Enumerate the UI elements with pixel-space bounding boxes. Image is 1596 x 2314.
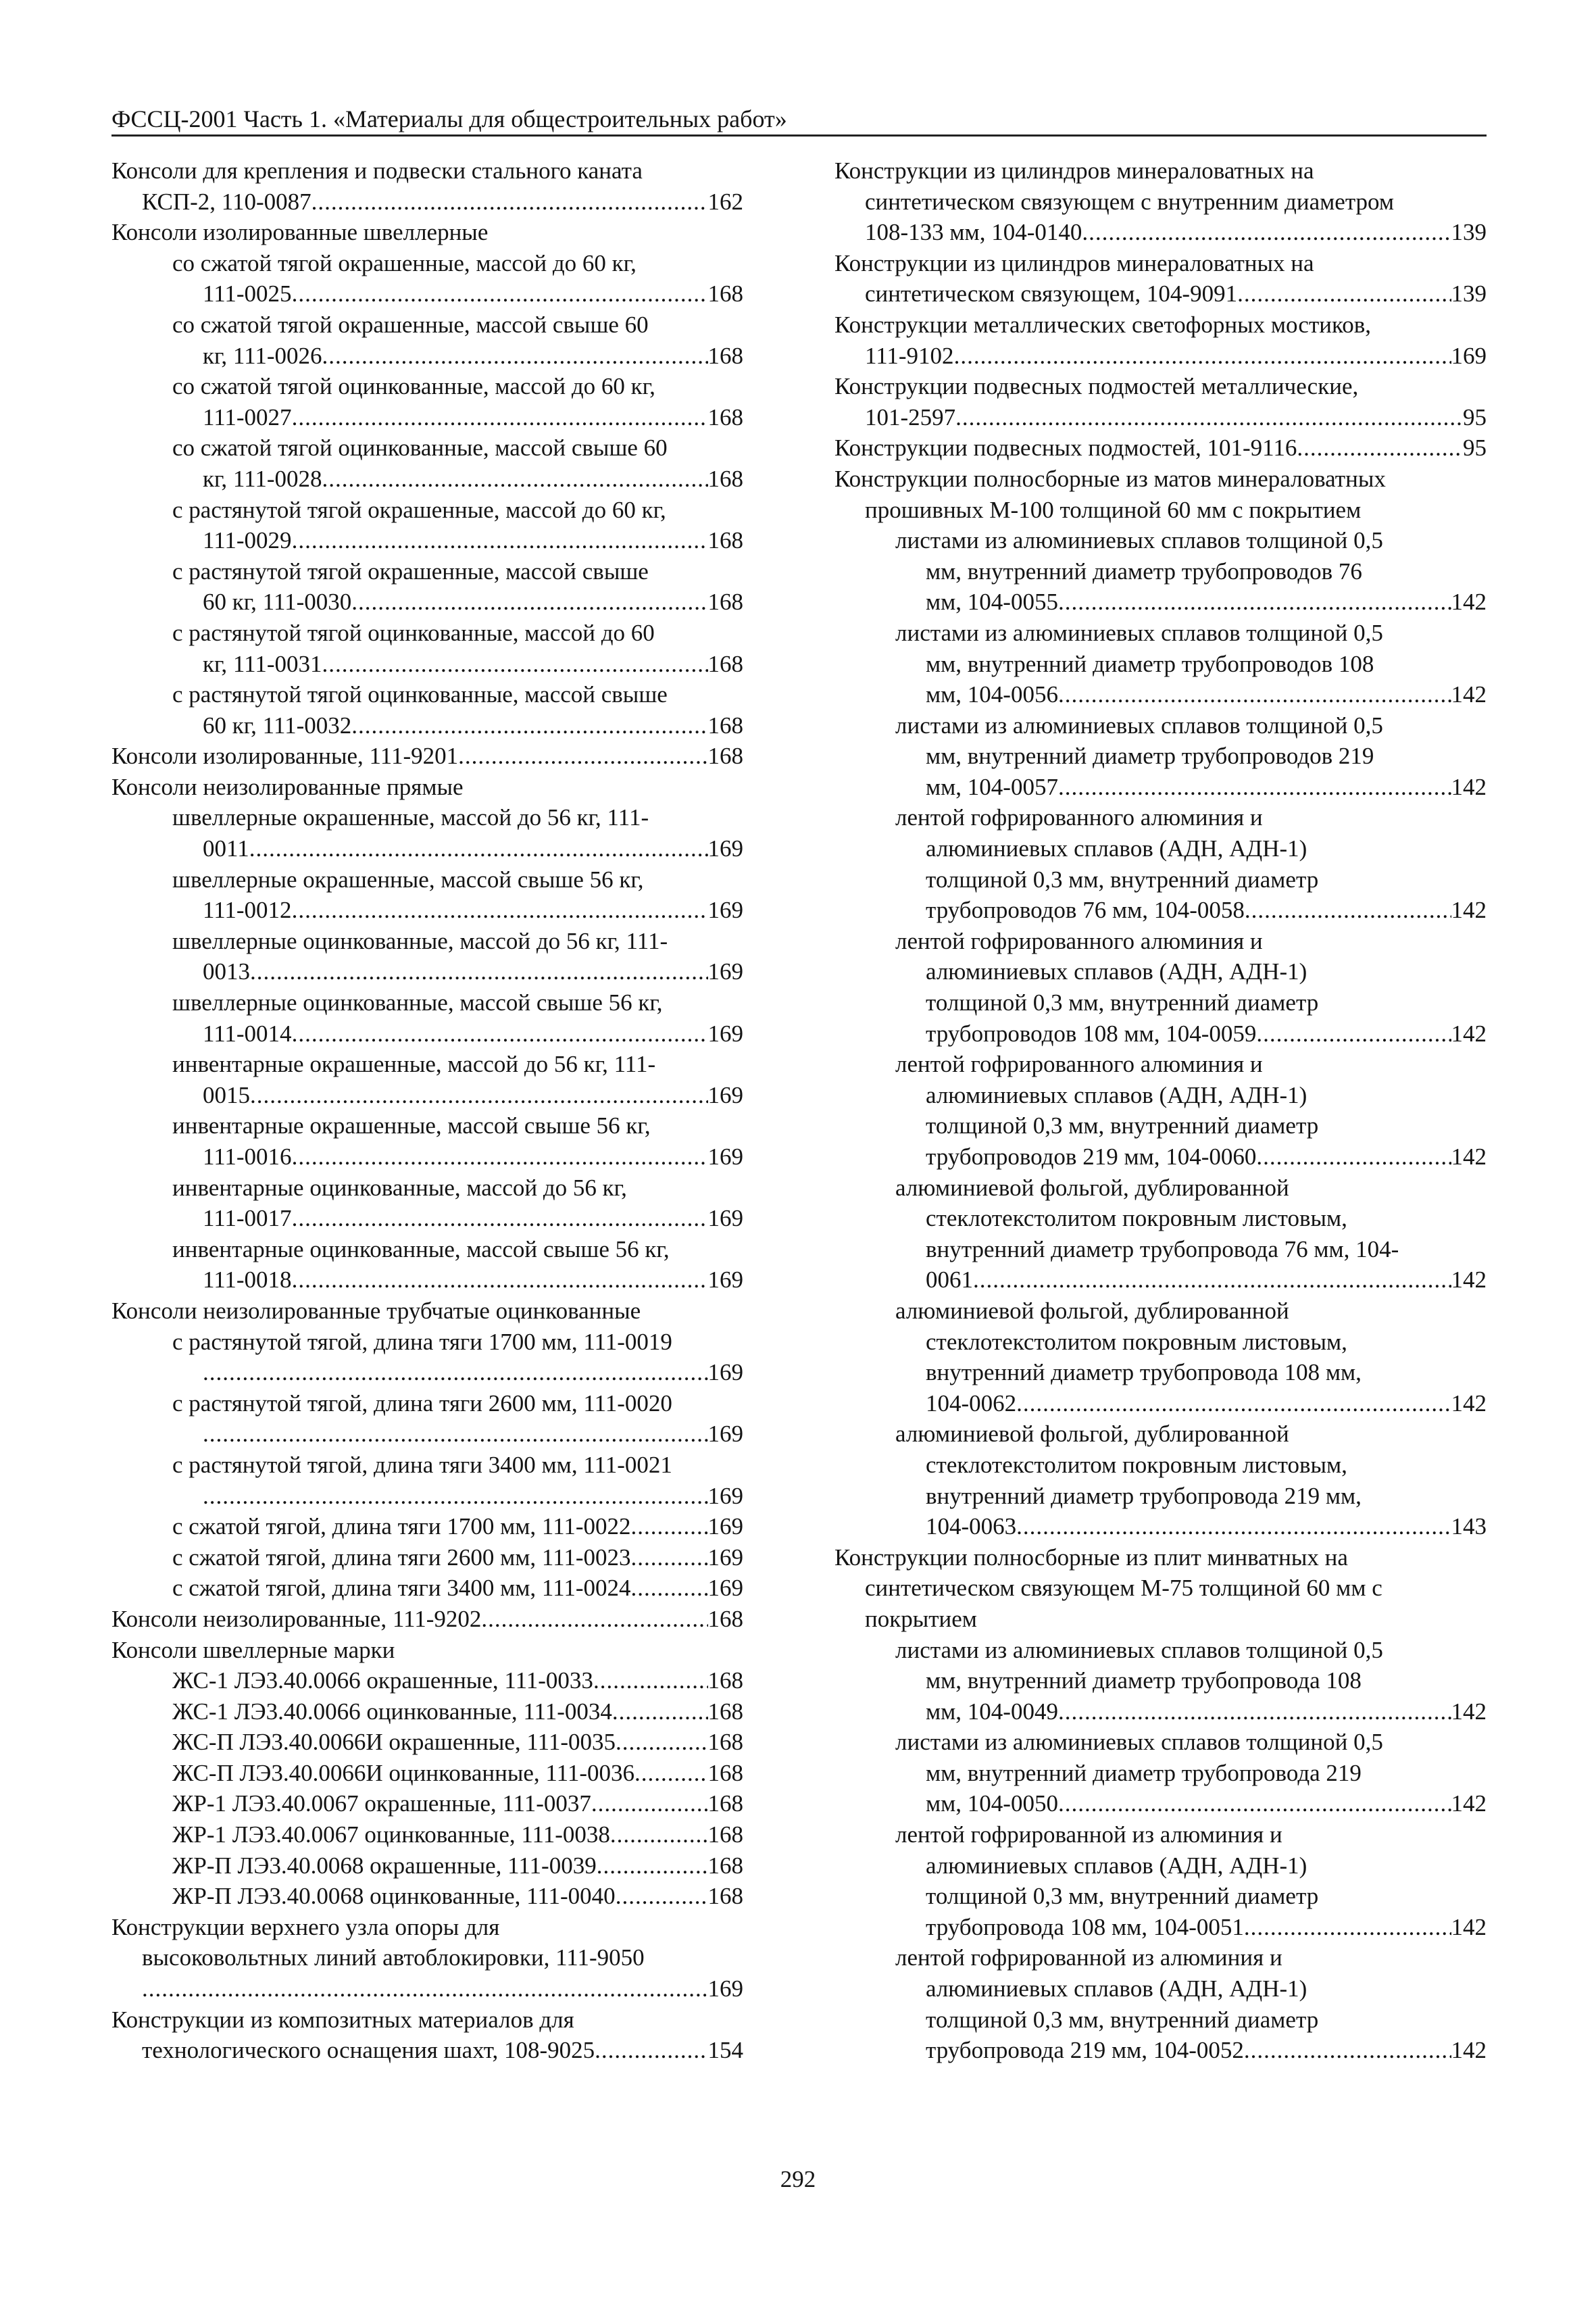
index-subentry bbox=[111, 1819, 743, 1850]
entry-text-line: с растянутой тягой, длина тяги 1700 мм, 111-0019 bbox=[172, 1328, 672, 1355]
entry-text-line: 111-0029 bbox=[203, 527, 292, 554]
entry-text-line: Конструкции подвесных подмостей металлические, bbox=[834, 373, 1359, 400]
entry-page-number: 168 bbox=[707, 712, 743, 739]
entry-text-line: 0015 bbox=[203, 1081, 250, 1108]
dot-leader bbox=[1244, 2035, 1451, 2066]
index-subentry bbox=[834, 1819, 1487, 1942]
entry-text-line: покрытием bbox=[865, 1605, 977, 1632]
dot-leader bbox=[322, 464, 707, 495]
dot-leader bbox=[595, 2035, 707, 2066]
entry-text-line: 111-0027 bbox=[203, 403, 292, 430]
entry-text-line: 0011 bbox=[203, 835, 249, 862]
index-subentry bbox=[834, 1635, 1487, 1727]
dot-leader bbox=[292, 525, 708, 556]
entry-page-number: 142 bbox=[1451, 589, 1487, 616]
dot-leader bbox=[612, 1696, 708, 1727]
entry-text-line: с растянутой тягой окрашенные, массой до 60 кг, bbox=[172, 496, 666, 523]
index-entry bbox=[111, 2004, 743, 2066]
index-entry bbox=[834, 248, 1487, 310]
entry-text-line: 60 кг, 111-0032 bbox=[203, 712, 352, 739]
entry-page-number: 168 bbox=[707, 403, 743, 430]
index-subentry bbox=[111, 1696, 743, 1727]
index-column-right bbox=[834, 155, 1487, 2066]
index-subentry bbox=[111, 1511, 743, 1542]
index-subentry bbox=[111, 248, 743, 310]
dot-leader bbox=[616, 1881, 708, 1912]
entry-text-line: Консоли швеллерные марки bbox=[111, 1636, 395, 1663]
entry-text-line: Конструкции из композитных материалов для bbox=[111, 2006, 574, 2033]
dot-leader bbox=[955, 402, 1463, 433]
entry-text-line: трубопровода 108 мм, 104-0051 bbox=[926, 1913, 1244, 1940]
entry-page-number: 169 bbox=[707, 1544, 743, 1571]
dot-leader bbox=[250, 1080, 708, 1111]
dot-leader bbox=[1256, 1141, 1451, 1173]
dot-leader bbox=[1058, 772, 1451, 803]
index-subentry bbox=[111, 1173, 743, 1234]
entry-text-line: внутренний диаметр трубопровода 108 мм, bbox=[926, 1359, 1362, 1386]
dot-leader bbox=[593, 1665, 708, 1696]
index-entry bbox=[834, 433, 1487, 464]
entry-text-line: алюминиевой фольгой, дублированной bbox=[895, 1174, 1289, 1201]
index-subentry bbox=[111, 1881, 743, 1912]
entry-page-number: 169 bbox=[707, 897, 743, 924]
entry-page-number: 169 bbox=[707, 835, 743, 862]
entry-text-line: алюминиевой фольгой, дублированной bbox=[895, 1421, 1289, 1448]
index-subentry bbox=[111, 371, 743, 433]
dot-leader bbox=[292, 1203, 708, 1234]
entry-text-line: лентой гофрированной из алюминия и bbox=[895, 1821, 1282, 1848]
entry-text-line: алюминиевой фольгой, дублированной bbox=[895, 1297, 1289, 1324]
entry-text-line: алюминиевых сплавов (АДН, АДН-1) bbox=[926, 1975, 1307, 2002]
entry-page-number: 169 bbox=[707, 1266, 743, 1294]
dot-leader bbox=[954, 341, 1451, 372]
entry-text-line: алюминиевых сплавов (АДН, АДН-1) bbox=[926, 1852, 1307, 1879]
dot-leader bbox=[203, 1419, 708, 1450]
entry-text-line: листами из алюминиевых сплавов толщиной 0,5 bbox=[895, 527, 1383, 554]
entry-text-line: 111-0025 bbox=[203, 280, 292, 307]
entry-text-line: со сжатой тягой окрашенные, массой до 60 кг, bbox=[172, 249, 637, 276]
index-entry bbox=[111, 155, 743, 217]
dot-leader bbox=[630, 1511, 707, 1542]
entry-text-line: с сжатой тягой, длина тяги 3400 мм, 111-0024 bbox=[172, 1575, 631, 1602]
entry-text-line: алюминиевых сплавов (АДН, АДН-1) bbox=[926, 958, 1307, 985]
index-subentry bbox=[111, 495, 743, 556]
dot-leader bbox=[973, 1264, 1451, 1296]
dot-leader bbox=[351, 587, 707, 618]
dot-leader bbox=[351, 710, 707, 741]
entry-text-line: ЖС-1 ЛЭ3.40.0066 оцинкованные, 111-0034 bbox=[172, 1698, 612, 1725]
entry-page-number: 168 bbox=[707, 342, 743, 369]
index-subentry bbox=[111, 433, 743, 494]
entry-page-number: 168 bbox=[707, 1821, 743, 1848]
dot-leader bbox=[1016, 1388, 1451, 1419]
entry-text-line: 111-0014 bbox=[203, 1020, 292, 1047]
entry-page-number: 142 bbox=[1451, 773, 1487, 800]
entry-page-number: 168 bbox=[707, 1698, 743, 1725]
entry-page-number: 168 bbox=[707, 465, 743, 492]
entry-text-line: 111-9102 bbox=[865, 342, 954, 369]
index-subentry bbox=[834, 525, 1487, 618]
dot-leader bbox=[292, 1018, 708, 1050]
entry-text-line: синтетическом связующем с внутренним диаметром bbox=[865, 188, 1395, 215]
entry-text-line: мм, 104-0050 bbox=[926, 1790, 1058, 1817]
entry-page-number: 169 bbox=[707, 1205, 743, 1232]
entry-text-line: кг, 111-0028 bbox=[203, 465, 322, 492]
entry-page-number: 168 bbox=[707, 527, 743, 554]
dot-leader bbox=[1245, 895, 1451, 926]
entry-text-line: мм, внутренний диаметр трубопроводов 76 bbox=[926, 558, 1362, 585]
index-subentry bbox=[111, 556, 743, 618]
dot-leader bbox=[250, 956, 708, 987]
entry-text-line: 0061 bbox=[926, 1266, 973, 1294]
entry-text-line: листами из алюминиевых сплавов толщиной 0,5 bbox=[895, 619, 1383, 646]
entry-page-number: 169 bbox=[707, 1359, 743, 1386]
entry-text-line: трубопровода 219 мм, 104-0052 bbox=[926, 2037, 1244, 2064]
index-entry bbox=[111, 1635, 743, 1666]
entry-page-number: 162 bbox=[707, 188, 743, 215]
dot-leader bbox=[292, 278, 708, 310]
entry-text-line: со сжатой тягой окрашенные, массой свыше 60 bbox=[172, 311, 649, 338]
dot-leader bbox=[311, 187, 708, 218]
entry-text-line: 101-2597 bbox=[865, 403, 956, 430]
index-subentry bbox=[834, 1727, 1487, 1819]
index-subentry bbox=[111, 1388, 743, 1450]
index-subentry bbox=[834, 710, 1487, 803]
entry-page-number: 142 bbox=[1451, 1790, 1487, 1817]
entry-text-line: мм, 104-0056 bbox=[926, 681, 1058, 708]
entry-text-line: ЖР-П ЛЭ3.40.0068 оцинкованные, 111-0040 bbox=[172, 1883, 616, 1910]
entry-text-line: мм, внутренний диаметр трубопровода 108 bbox=[926, 1667, 1362, 1694]
entry-text-line: ЖР-1 ЛЭ3.40.0067 окрашенные, 111-0037 bbox=[172, 1790, 591, 1817]
entry-page-number: 142 bbox=[1451, 1389, 1487, 1417]
entry-page-number: 142 bbox=[1451, 2037, 1487, 2064]
index-entry bbox=[111, 772, 743, 803]
index-subentry bbox=[834, 1296, 1487, 1419]
dot-leader bbox=[322, 649, 707, 680]
entry-page-number: 168 bbox=[707, 743, 743, 770]
entry-text-line: толщиной 0,3 мм, внутренний диаметр bbox=[926, 866, 1319, 893]
entry-text-line: с растянутой тягой, длина тяги 3400 мм, 111-0021 bbox=[172, 1451, 672, 1478]
entry-text-line: лентой гофрированного алюминия и bbox=[895, 927, 1263, 954]
entry-page-number: 168 bbox=[707, 650, 743, 677]
index-entry bbox=[111, 1604, 743, 1635]
entry-page-number: 154 bbox=[707, 2037, 743, 2064]
entry-text-line: инвентарные окрашенные, массой до 56 кг, 111- bbox=[172, 1051, 656, 1078]
entry-text-line: лентой гофрированного алюминия и bbox=[895, 804, 1263, 831]
entry-text-line: Консоли изолированные, 111-9201 bbox=[111, 743, 459, 770]
entry-page-number: 139 bbox=[1451, 280, 1487, 307]
entry-text-line: с сжатой тягой, длина тяги 1700 мм, 111-0022 bbox=[172, 1513, 631, 1540]
index-entry bbox=[834, 155, 1487, 248]
dot-leader bbox=[1237, 278, 1451, 310]
dot-leader bbox=[322, 341, 707, 372]
entry-text-line: мм, внутренний диаметр трубопроводов 219 bbox=[926, 743, 1374, 770]
index-subentry bbox=[834, 1173, 1487, 1296]
index-subentry bbox=[834, 618, 1487, 710]
entry-text-line: с растянутой тягой окрашенные, массой свыше bbox=[172, 558, 649, 585]
dot-leader bbox=[203, 1357, 708, 1388]
index-subentry bbox=[111, 1788, 743, 1819]
dot-leader bbox=[142, 1973, 708, 2004]
entry-text-line: лентой гофрированного алюминия и bbox=[895, 1051, 1263, 1078]
entry-text-line: 111-0012 bbox=[203, 897, 292, 924]
index-subentry bbox=[111, 1327, 743, 1388]
dot-leader bbox=[292, 402, 708, 433]
entry-text-line: толщиной 0,3 мм, внутренний диаметр bbox=[926, 1883, 1319, 1910]
entry-text-line: с сжатой тягой, длина тяги 2600 мм, 111-0023 bbox=[172, 1544, 631, 1571]
dot-leader bbox=[610, 1819, 708, 1850]
entry-text-line: швеллерные оцинкованные, массой до 56 кг, 111- bbox=[172, 927, 668, 954]
entry-page-number: 169 bbox=[1451, 342, 1487, 369]
dot-leader bbox=[591, 1788, 708, 1819]
entry-text-line: инвентарные оцинкованные, массой свыше 56 кг, bbox=[172, 1235, 670, 1262]
index-subentry bbox=[834, 1419, 1487, 1542]
dot-leader bbox=[292, 1141, 708, 1173]
entry-text-line: Консоли неизолированные трубчатые оцинкованные bbox=[111, 1297, 641, 1324]
entry-text-line: 111-0018 bbox=[203, 1266, 292, 1294]
entry-text-line: швеллерные оцинкованные, массой свыше 56 кг, bbox=[172, 989, 663, 1016]
index-entry bbox=[834, 1542, 1487, 1635]
index-subentry bbox=[111, 926, 743, 987]
entry-text-line: внутренний диаметр трубопровода 76 мм, 104- bbox=[926, 1235, 1399, 1262]
entry-text-line: инвентарные окрашенные, массой свыше 56 кг, bbox=[172, 1112, 651, 1139]
entry-page-number: 168 bbox=[707, 1852, 743, 1879]
dot-leader bbox=[1058, 1788, 1451, 1819]
running-header: ФССЦ-2001 Часть 1. «Материалы для общестроительных работ» bbox=[111, 105, 787, 132]
entry-text-line: мм, 104-0057 bbox=[926, 773, 1058, 800]
index-subentry bbox=[111, 1573, 743, 1604]
entry-text-line: мм, внутренний диаметр трубопроводов 108 bbox=[926, 650, 1374, 677]
entry-page-number: 139 bbox=[1451, 219, 1487, 246]
index-entry bbox=[111, 1912, 743, 2004]
index-subentry bbox=[111, 1850, 743, 1881]
entry-text-line: лентой гофрированной из алюминия и bbox=[895, 1944, 1282, 1971]
index-entry bbox=[834, 310, 1487, 371]
index-entry bbox=[111, 741, 743, 772]
dot-leader bbox=[481, 1604, 707, 1635]
entry-text-line: с растянутой тягой, длина тяги 2600 мм, 111-0020 bbox=[172, 1389, 672, 1417]
entry-text-line: со сжатой тягой оцинкованные, массой свыше 60 bbox=[172, 435, 668, 462]
entry-text-line: Консоли изолированные швеллерные bbox=[111, 219, 489, 246]
index-subentry bbox=[111, 1758, 743, 1789]
index-subentry bbox=[111, 1234, 743, 1296]
entry-text-line: стеклотекстолитом покровным листовым, bbox=[926, 1451, 1347, 1478]
index-entry bbox=[834, 464, 1487, 525]
index-subentry bbox=[111, 679, 743, 741]
entry-text-line: стеклотекстолитом покровным листовым, bbox=[926, 1205, 1347, 1232]
entry-page-number: 169 bbox=[707, 1575, 743, 1602]
entry-page-number: 168 bbox=[707, 1729, 743, 1756]
dot-leader bbox=[203, 1481, 708, 1512]
index-subentry bbox=[111, 310, 743, 371]
dot-leader bbox=[1297, 433, 1463, 464]
index-subentry bbox=[111, 1727, 743, 1758]
entry-text-line: с растянутой тягой оцинкованные, массой до 60 bbox=[172, 619, 655, 646]
entry-text-line: Конструкции из цилиндров минераловатных на bbox=[834, 249, 1314, 276]
dot-leader bbox=[634, 1758, 708, 1789]
entry-text-line: Конструкции полносборные из плит минватных на bbox=[834, 1544, 1348, 1571]
entry-text-line: трубопроводов 76 мм, 104-0058 bbox=[926, 897, 1245, 924]
dot-leader bbox=[458, 741, 707, 772]
index-entry bbox=[111, 217, 743, 248]
dot-leader bbox=[597, 1850, 708, 1881]
entry-page-number: 168 bbox=[707, 1790, 743, 1817]
entry-text-line: высоковольтных линий автоблокировки, 111-9050 bbox=[142, 1944, 645, 1971]
dot-leader bbox=[1058, 1696, 1451, 1727]
entry-text-line: 111-0016 bbox=[203, 1143, 292, 1170]
entry-text-line: с растянутой тягой оцинкованные, массой свыше bbox=[172, 681, 668, 708]
entry-text-line: трубопроводов 219 мм, 104-0060 bbox=[926, 1143, 1257, 1170]
entry-page-number: 142 bbox=[1451, 1020, 1487, 1047]
entry-text-line: синтетическом связующем М-75 толщиной 60 мм с bbox=[865, 1575, 1382, 1602]
index-subentry bbox=[111, 1110, 743, 1172]
index-subentry bbox=[111, 618, 743, 679]
dot-leader bbox=[630, 1573, 707, 1604]
header-rule bbox=[111, 134, 1487, 137]
entry-text-line: 108-133 мм, 104-0140 bbox=[865, 219, 1082, 246]
entry-text-line: 104-0062 bbox=[926, 1389, 1017, 1417]
entry-text-line: 104-0063 bbox=[926, 1513, 1017, 1540]
entry-page-number: 169 bbox=[707, 1513, 743, 1540]
index-subentry bbox=[111, 802, 743, 864]
entry-page-number: 168 bbox=[707, 1667, 743, 1694]
dot-leader bbox=[1058, 679, 1451, 710]
dot-leader bbox=[249, 833, 708, 864]
page-number: 292 bbox=[780, 2166, 816, 2192]
index-subentry bbox=[111, 1049, 743, 1110]
entry-text-line: толщиной 0,3 мм, внутренний диаметр bbox=[926, 1112, 1319, 1139]
entry-page-number: 169 bbox=[707, 1020, 743, 1047]
entry-page-number: 142 bbox=[1451, 681, 1487, 708]
entry-text-line: технологического оснащения шахт, 108-9025 bbox=[142, 2037, 595, 2064]
entry-page-number: 142 bbox=[1451, 1913, 1487, 1940]
entry-text-line: КСП-2, 110-0087 bbox=[142, 188, 311, 215]
entry-page-number: 169 bbox=[707, 1975, 743, 2002]
dot-leader bbox=[1244, 1912, 1451, 1943]
entry-text-line: листами из алюминиевых сплавов толщиной 0,5 bbox=[895, 1729, 1383, 1756]
index-subentry bbox=[834, 1942, 1487, 2065]
index-subentry bbox=[111, 1665, 743, 1696]
entry-page-number: 168 bbox=[707, 280, 743, 307]
entry-page-number: 168 bbox=[707, 1883, 743, 1910]
entry-text-line: инвентарные оцинкованные, массой до 56 кг, bbox=[172, 1174, 627, 1201]
index-subentry bbox=[834, 926, 1487, 1049]
entry-text-line: листами из алюминиевых сплавов толщиной 0,5 bbox=[895, 712, 1383, 739]
entry-text-line: Конструкции верхнего узла опоры для bbox=[111, 1913, 500, 1940]
entry-page-number: 168 bbox=[707, 1759, 743, 1786]
entry-text-line: мм, 104-0055 bbox=[926, 589, 1058, 616]
entry-text-line: ЖС-П ЛЭ3.40.0066И оцинкованные, 111-0036 bbox=[172, 1759, 634, 1786]
entry-text-line: трубопроводов 108 мм, 104-0059 bbox=[926, 1020, 1257, 1047]
entry-text-line: алюминиевых сплавов (АДН, АДН-1) bbox=[926, 835, 1307, 862]
entry-text-line: Конструкции подвесных подмостей, 101-9116 bbox=[834, 435, 1297, 462]
entry-page-number: 142 bbox=[1451, 1266, 1487, 1294]
entry-text-line: толщиной 0,3 мм, внутренний диаметр bbox=[926, 989, 1319, 1016]
dot-leader bbox=[292, 1264, 708, 1296]
dot-leader bbox=[1082, 217, 1451, 248]
entry-page-number: 95 bbox=[1463, 435, 1487, 462]
entry-text-line: внутренний диаметр трубопровода 219 мм, bbox=[926, 1482, 1362, 1509]
entry-text-line: Конструкции полносборные из матов минераловатных bbox=[834, 465, 1386, 492]
entry-text-line: листами из алюминиевых сплавов толщиной 0,5 bbox=[895, 1636, 1383, 1663]
entry-page-number: 142 bbox=[1451, 897, 1487, 924]
entry-page-number: 169 bbox=[707, 958, 743, 985]
entry-text-line: 111-0017 bbox=[203, 1205, 292, 1232]
entry-page-number: 168 bbox=[707, 1605, 743, 1632]
entry-text-line: синтетическом связующем, 104-9091 bbox=[865, 280, 1238, 307]
entry-text-line: кг, 111-0031 bbox=[203, 650, 322, 677]
dot-leader bbox=[630, 1542, 707, 1573]
entry-text-line: Конструкции металлических светофорных мостиков, bbox=[834, 311, 1371, 338]
dot-leader bbox=[1256, 1018, 1451, 1050]
entry-page-number: 169 bbox=[707, 1421, 743, 1448]
index-subentry bbox=[111, 987, 743, 1049]
index-entry bbox=[834, 371, 1487, 433]
index-subentry bbox=[111, 864, 743, 926]
index-entry bbox=[111, 1296, 743, 1327]
entry-text-line: ЖС-1 ЛЭ3.40.0066 окрашенные, 111-0033 bbox=[172, 1667, 593, 1694]
entry-page-number: 169 bbox=[707, 1081, 743, 1108]
entry-page-number: 143 bbox=[1451, 1513, 1487, 1540]
entry-text-line: 60 кг, 111-0030 bbox=[203, 589, 352, 616]
entry-text-line: швеллерные окрашенные, массой до 56 кг, 111- bbox=[172, 804, 649, 831]
dot-leader bbox=[1016, 1511, 1451, 1542]
index-subentry bbox=[834, 802, 1487, 925]
entry-page-number: 169 bbox=[707, 1143, 743, 1170]
entry-text-line: ЖС-П ЛЭ3.40.0066И окрашенные, 111-0035 bbox=[172, 1729, 616, 1756]
entry-page-number: 142 bbox=[1451, 1143, 1487, 1170]
entry-text-line: толщиной 0,3 мм, внутренний диаметр bbox=[926, 2006, 1319, 2033]
entry-page-number: 168 bbox=[707, 589, 743, 616]
index-subentry bbox=[834, 1049, 1487, 1172]
index-subentry bbox=[111, 1450, 743, 1511]
entry-text-line: Консоли для крепления и подвески стального каната bbox=[111, 157, 643, 184]
index-subentry bbox=[111, 1542, 743, 1573]
entry-page-number: 95 bbox=[1463, 403, 1487, 430]
entry-text-line: Консоли неизолированные, 111-9202 bbox=[111, 1605, 482, 1632]
entry-text-line: ЖР-П ЛЭ3.40.0068 окрашенные, 111-0039 bbox=[172, 1852, 597, 1879]
entry-text-line: алюминиевых сплавов (АДН, АДН-1) bbox=[926, 1081, 1307, 1108]
entry-text-line: Конструкции из цилиндров минераловатных на bbox=[834, 157, 1314, 184]
entry-text-line: стеклотекстолитом покровным листовым, bbox=[926, 1328, 1347, 1355]
entry-text-line: со сжатой тягой оцинкованные, массой до 60 кг, bbox=[172, 373, 655, 400]
entry-text-line: прошивных М-100 толщиной 60 мм с покрытием bbox=[865, 496, 1362, 523]
entry-text-line: мм, внутренний диаметр трубопровода 219 bbox=[926, 1759, 1362, 1786]
entry-text-line: Консоли неизолированные прямые bbox=[111, 773, 464, 800]
entry-text-line: 0013 bbox=[203, 958, 250, 985]
entry-text-line: ЖР-1 ЛЭ3.40.0067 оцинкованные, 111-0038 bbox=[172, 1821, 610, 1848]
entry-text-line: кг, 111-0026 bbox=[203, 342, 322, 369]
entry-text-line: мм, 104-0049 bbox=[926, 1698, 1058, 1725]
index-column-left bbox=[111, 155, 743, 2066]
entry-page-number: 142 bbox=[1451, 1698, 1487, 1725]
entry-page-number: 169 bbox=[707, 1482, 743, 1509]
dot-leader bbox=[1058, 587, 1451, 618]
dot-leader bbox=[616, 1727, 708, 1758]
entry-text-line: швеллерные окрашенные, массой свыше 56 кг, bbox=[172, 866, 644, 893]
dot-leader bbox=[292, 895, 708, 926]
